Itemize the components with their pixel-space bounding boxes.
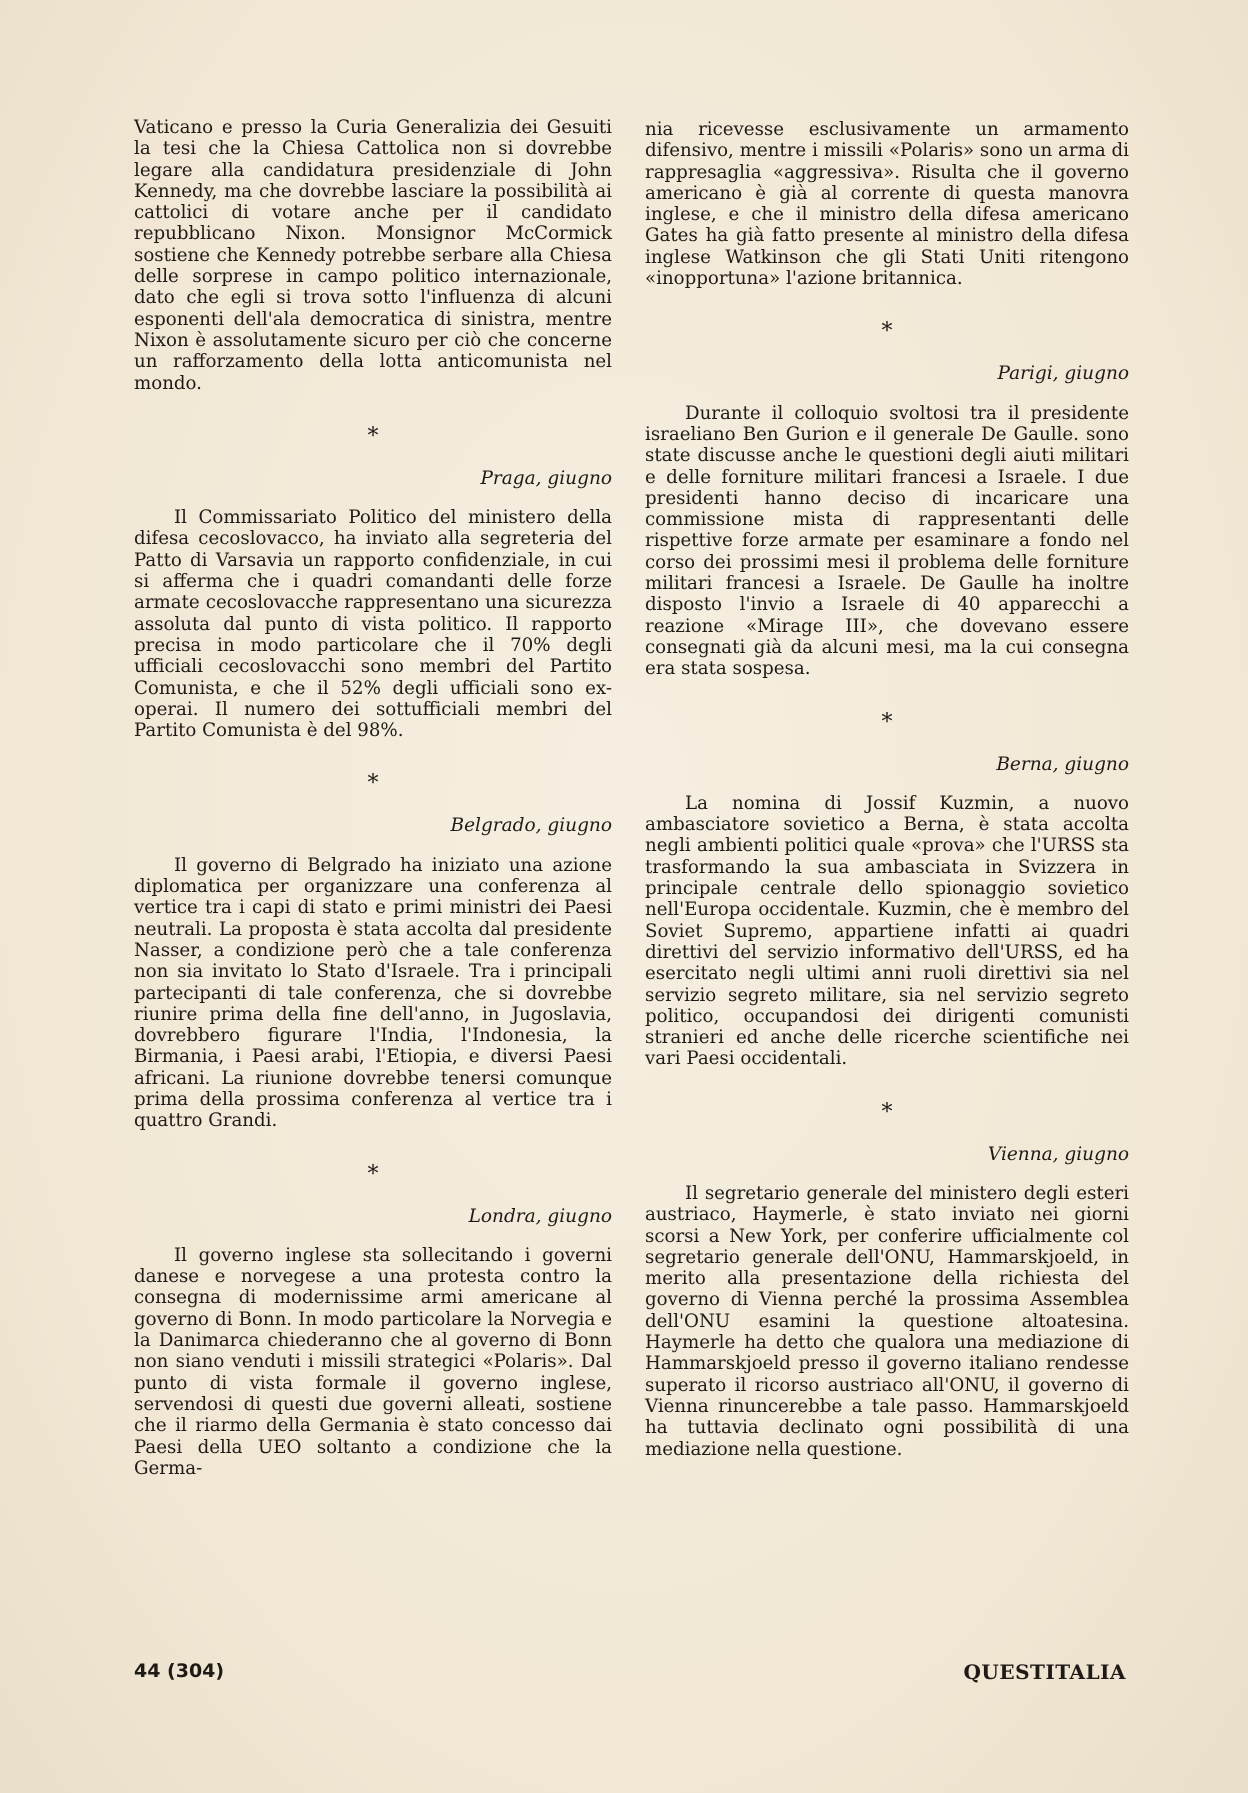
dateline-belgrado: Belgrado, giugno	[450, 815, 612, 837]
section-separator: *	[367, 423, 379, 449]
article-londra-continuation-text: nia ricevesse esclusivamente un armamento difensivo, mentre i missili «Polaris» sono un arma di rappresaglia «aggressiva». Risulta che il governo americano è già al corrente di questa manovra inglese, e che il ministro della difesa americano Gates ha già fatto presente al ministro della difesa inglese Watkinson che gli Stati Uniti ritengono «inopportuna» l'azione britannica.	[645, 119, 1129, 290]
section-separator: *	[881, 709, 893, 735]
dateline-londra: Londra, giugno	[468, 1205, 612, 1227]
article-continuation-text: Vaticano e presso la Curia Generalizia dei Gesuiti la tesi che la Chiesa Cattolica non si dovrebbe legare alla candidatura presidenziale di John Kennedy, ma che dovrebbe lasciare la possibilità ai cattolici di votare anche per il candidato repubblicano Nixon. Monsignor McCormick sostiene che Kennedy potrebbe serbare alla Chiesa delle sorprese in campo politico internazionale, dato che egli si trova sotto l'influenza di alcuni esponenti dell'ala democratica di sinistra, mentre Nixon è assolutamente sicuro per ciò che concerne un rafforzamento della lotta anticomunista nel mondo.	[134, 117, 612, 394]
dateline-parigi: Parigi, giugno	[997, 363, 1129, 385]
left-column	[134, 117, 612, 1479]
article-londra-text: Il governo inglese sta sollecitando i governi danese e norvegese a una protesta contro la consegna di modernissime armi americane al governo di Bonn. In modo particolare la Norvegia e la Danimarca chiederanno che al governo di Bonn non siano venduti i missili strategici «Polaris». Dal punto di vista formale il governo inglese, servendosi di questi due governi alleati, sostiene che il riarmo della Germania è stato concesso dai Paesi della UEO soltanto a condizione che la Germa-	[134, 1244, 612, 1479]
article-parigi-text: Durante il colloquio svoltosi tra il presidente israeliano Ben Gurion e il generale De Gaulle. sono state discusse anche le questioni degli aiuti militari e delle forniture militari francesi a Israele. I due presidenti hanno deciso di incaricare una commissione mista di rappresentanti delle rispettive forze armate per esaminare a fondo nel corso dei prossimi mesi il problema delle forniture militari francesi a Israele. De Gaulle ha inoltre disposto l'invio a Israele di 40 apparecchi a reazione «Mirage III», che dovevano essere consegnati già da alcuni mesi, ma la cui consegna era stata sospesa.	[645, 402, 1129, 680]
section-separator: *	[367, 771, 379, 797]
article-berna-text: La nomina di Jossif Kuzmin, a nuovo ambasciatore sovietico a Berna, è stata accolta negli ambienti politici quale «prova» che l'URSS sta trasformando la sua ambasciata in Svizzera in principale centrale dello spionaggio sovietico nell'Europa occidentale. Kuzmin, che è membro del Soviet Supremo, appartiene infatti ai quadri direttivi del servizio informativo dell'URSS, ed ha esercitato negli ultimi anni ruoli direttivi sia nel servizio segreto militare, sia nel servizio segreto politico, occupandosi dei dirigenti comunisti stranieri ed anche delle ricerche scientifiche nei vari Paesi occidentali.	[645, 792, 1129, 1070]
dateline-praga: Praga, giugno	[480, 467, 612, 489]
article-praga-text: Il Commissariato Politico del ministero della difesa cecoslovacco, ha inviato alla segreteria del Patto di Varsavia un rapporto confidenziale, in cui si afferma che i quadri comandanti delle forze armate cecoslovacche rappresentano una sicurezza assoluta dal punto di vista politico. Il rapporto precisa in modo particolare che il 70% degli ufficiali cecoslovacchi sono membri del Partito Comunista, e che il 52% degli ufficiali sono ex-operai. Il numero dei sottufficiali membri del Partito Comunista è del 98%.	[134, 507, 612, 742]
magazine-name: QUESTITALIA	[963, 1660, 1126, 1684]
section-separator: *	[881, 1099, 893, 1125]
right-column	[645, 119, 1129, 1460]
article-vienna-text: Il segretario generale del ministero degli esteri austriaco, Haymerle, è stato inviato nei giorni scorsi a New York, per conferire ufficialmente col segretario generale dell'ONU, Hammarskjoeld, in merito alla presentazione della richiesta del governo di Vienna perché la prossima Assemblea dell'ONU esamini la questione altoatesina. Haymerle ha detto che qualora una mediazione di Hammarskjoeld presso il governo italiano rendesse superato il ricorso austriaco all'ONU, il governo di Vienna rinuncerebbe a tale passo. Hammarskjoeld ha tuttavia declinato ogni possibilità di una mediazione nella questione.	[645, 1182, 1129, 1460]
section-separator: *	[367, 1161, 379, 1187]
dateline-vienna: Vienna, giugno	[987, 1143, 1129, 1165]
section-separator: *	[881, 319, 893, 345]
dateline-berna: Berna, giugno	[996, 753, 1129, 775]
article-belgrado-text: Il governo di Belgrado ha iniziato una azione diplomatica per organizzare una conferenza al vertice tra i capi di stato e primi ministri dei Paesi neutrali. La proposta è stata accolta dal presidente Nasser, a condizione però che a tale conferenza non sia invitato lo Stato d'Israele. Tra i principali partecipanti di tale conferenza, che si dovrebbe riunire prima della fine dell'anno, in Jugoslavia, dovrebbero figurare l'India, l'Indonesia, la Birmania, i Paesi arabi, l'Etiopia, e diversi Paesi africani. La riunione dovrebbe tenersi comunque prima della prossima conferenza al vertice tra i quattro Grandi.	[134, 854, 612, 1132]
page-number: 44 (304)	[134, 1660, 225, 1682]
